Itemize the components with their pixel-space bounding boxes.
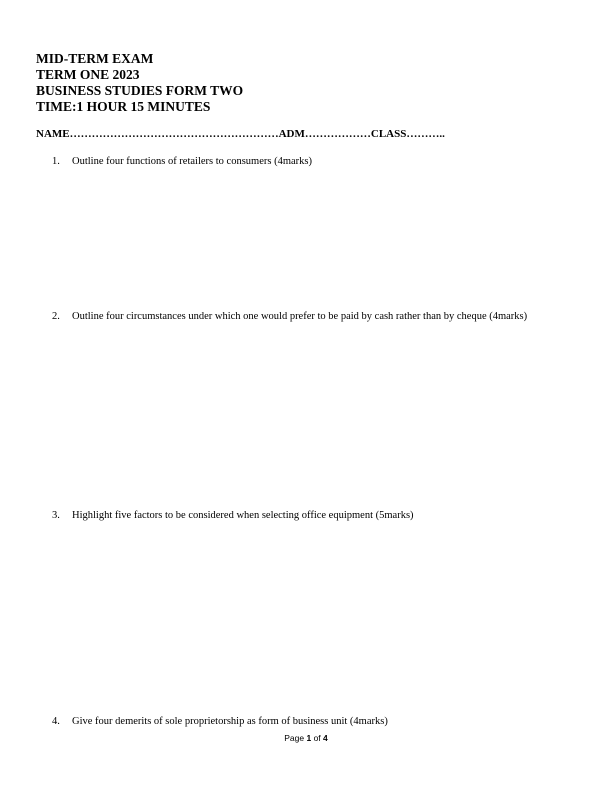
question-text: Give four demerits of sole proprietorship as form of business unit (4marks) bbox=[72, 716, 388, 727]
question-2 bbox=[52, 309, 572, 324]
exam-term: TERM ONE 2023 bbox=[36, 67, 140, 82]
question-number: 2. bbox=[52, 311, 60, 322]
student-info-line: NAME…………………………………………………ADM………………CLASS……….. bbox=[36, 128, 445, 140]
question-number: 4. bbox=[52, 716, 60, 727]
question-number: 1. bbox=[52, 156, 60, 167]
exam-title: MID-TERM EXAM bbox=[36, 51, 154, 66]
page-label: Page bbox=[284, 733, 307, 743]
question-number: 3. bbox=[52, 510, 60, 521]
question-1 bbox=[52, 154, 572, 169]
question-text: Outline four circumstances under which one would prefer to be paid by cash rather than by cheque (4marks) bbox=[72, 311, 528, 322]
exam-subject: BUSINESS STUDIES FORM TWO bbox=[36, 83, 244, 98]
question-text: Highlight five factors to be considered when selecting office equipment (5marks) bbox=[72, 510, 414, 521]
question-text: Outline four functions of retailers to consumers (4marks) bbox=[72, 156, 312, 167]
exam-header bbox=[36, 51, 243, 115]
exam-time: TIME:1 HOUR 15 MINUTES bbox=[36, 99, 211, 114]
question-3 bbox=[52, 508, 572, 523]
current-page-number: 1 bbox=[306, 733, 312, 743]
question-4 bbox=[52, 714, 572, 729]
page-of-label: of bbox=[311, 733, 324, 743]
total-page-number: 4 bbox=[323, 733, 328, 743]
page-footer bbox=[0, 733, 612, 743]
